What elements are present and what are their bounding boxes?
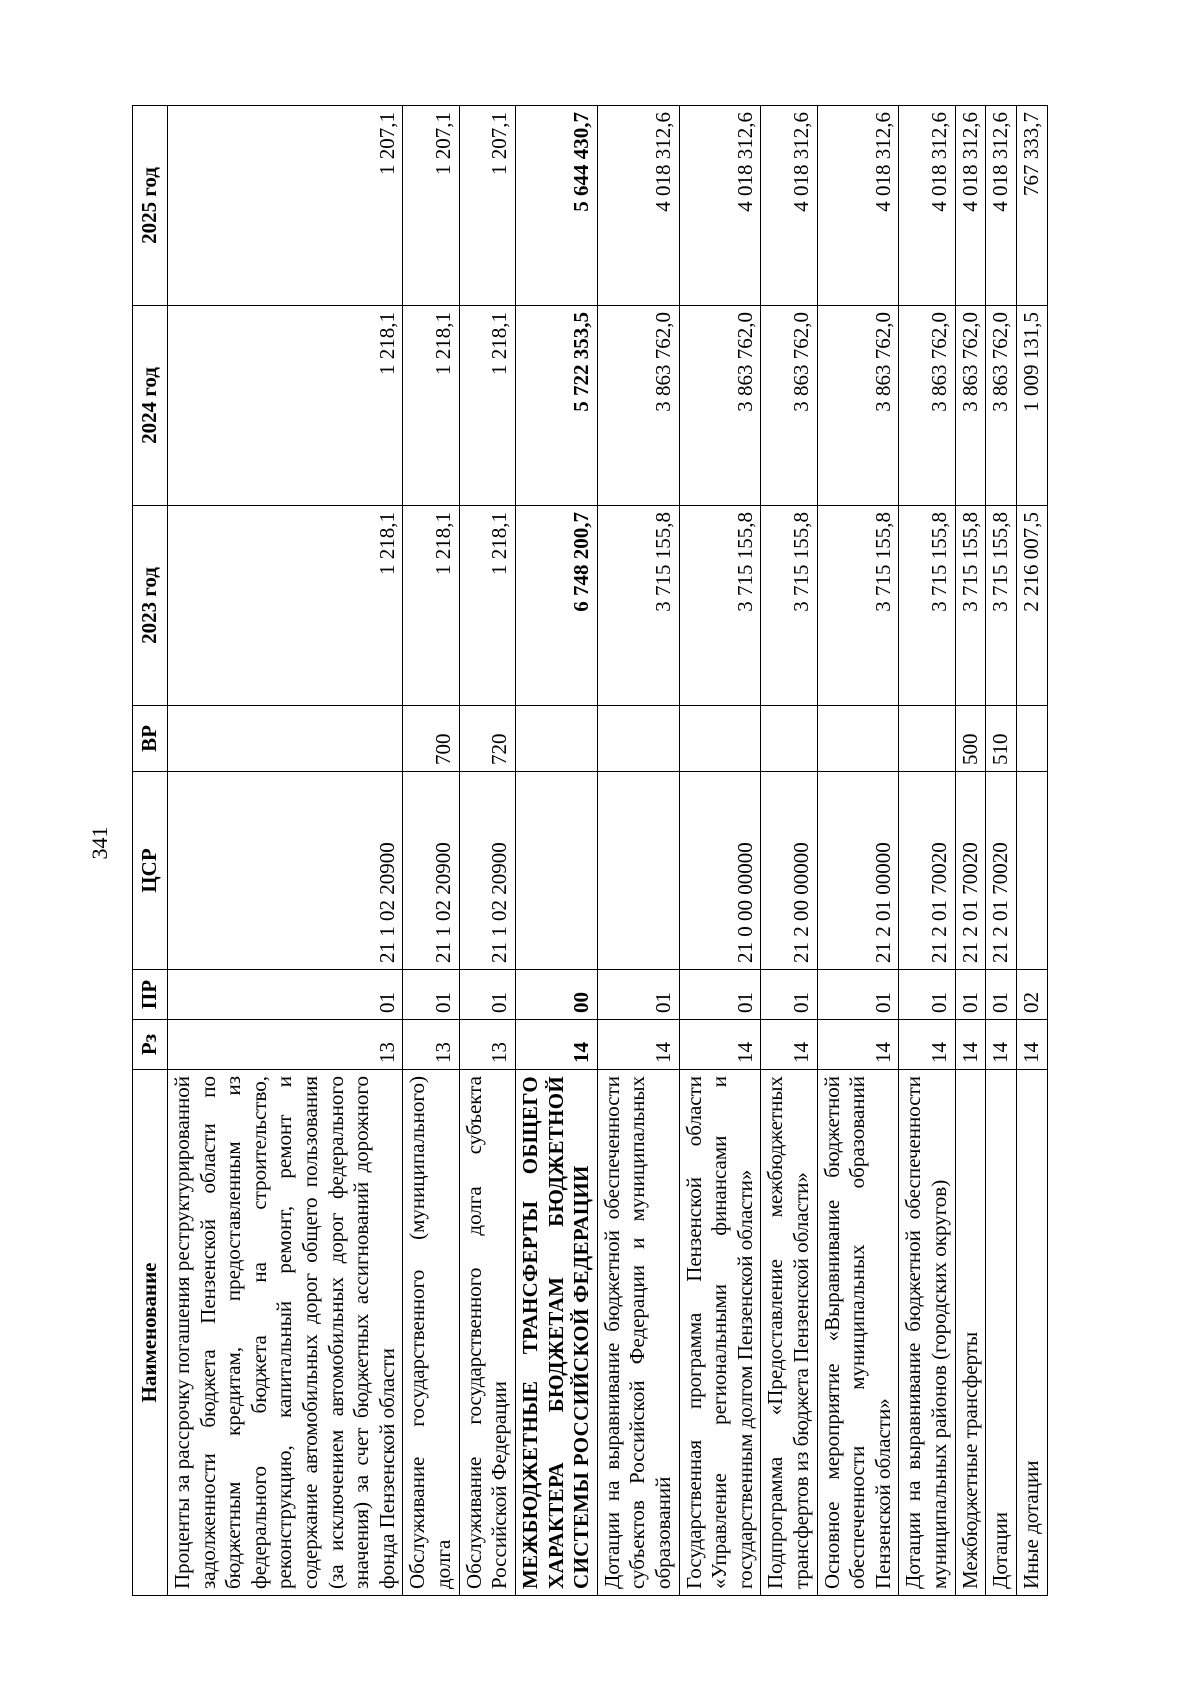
cell-pr: 01 bbox=[899, 970, 955, 1020]
cell-pr: 01 bbox=[955, 970, 986, 1020]
table-row bbox=[817, 106, 899, 1596]
table-header-row bbox=[133, 106, 168, 1596]
header-name: Наименование bbox=[133, 1070, 168, 1596]
cell-2023: 3 715 155,8 bbox=[761, 506, 817, 706]
cell-vr bbox=[597, 706, 679, 772]
cell-2025: 767 333,7 bbox=[1016, 106, 1047, 306]
cell-rz: 14 bbox=[761, 1020, 817, 1070]
cell-pr: 01 bbox=[679, 970, 761, 1020]
header-2023: 2023 год bbox=[133, 506, 168, 706]
cell-2024: 1 218,1 bbox=[459, 306, 515, 506]
cell-2025: 5 644 430,7 bbox=[515, 106, 597, 306]
cell-pr: 01 bbox=[403, 970, 459, 1020]
cell-rz: 13 bbox=[459, 1020, 515, 1070]
cell-rz: 14 bbox=[1016, 1020, 1047, 1070]
cell-vr bbox=[515, 706, 597, 772]
cell-rz: 14 bbox=[817, 1020, 899, 1070]
table-row bbox=[986, 106, 1017, 1596]
page-number: 341 bbox=[87, 826, 112, 860]
cell-2025: 4 018 312,6 bbox=[899, 106, 955, 306]
header-vr: ВР bbox=[133, 706, 168, 772]
cell-rz: 13 bbox=[168, 1020, 403, 1070]
cell-rz: 14 bbox=[899, 1020, 955, 1070]
cell-name: Иные дотации bbox=[1016, 1070, 1047, 1596]
cell-2024: 1 218,1 bbox=[168, 306, 403, 506]
cell-2024: 3 863 762,0 bbox=[679, 306, 761, 506]
cell-rz: 14 bbox=[986, 1020, 1017, 1070]
cell-csr bbox=[1016, 772, 1047, 970]
cell-2024: 1 218,1 bbox=[403, 306, 459, 506]
header-pr: ПР bbox=[133, 970, 168, 1020]
cell-pr: 01 bbox=[761, 970, 817, 1020]
cell-csr: 21 2 00 00000 bbox=[761, 772, 817, 970]
cell-2025: 1 207,1 bbox=[168, 106, 403, 306]
table-row bbox=[761, 106, 817, 1596]
cell-vr bbox=[817, 706, 899, 772]
header-2025: 2025 год bbox=[133, 106, 168, 306]
table-row bbox=[168, 106, 403, 1596]
cell-rz: 13 bbox=[403, 1020, 459, 1070]
budget-table bbox=[132, 105, 1048, 1596]
cell-csr: 21 2 01 70020 bbox=[899, 772, 955, 970]
document-body bbox=[132, 106, 1043, 1596]
cell-2025: 4 018 312,6 bbox=[986, 106, 1017, 306]
table-row bbox=[1016, 106, 1047, 1596]
cell-name: Межбюджетные трансферты bbox=[955, 1070, 986, 1596]
cell-2024: 5 722 353,5 bbox=[515, 306, 597, 506]
cell-2024: 3 863 762,0 bbox=[955, 306, 986, 506]
table-row bbox=[679, 106, 761, 1596]
cell-2023: 2 216 007,5 bbox=[1016, 506, 1047, 706]
table-body bbox=[168, 106, 1048, 1596]
cell-2023: 6 748 200,7 bbox=[515, 506, 597, 706]
cell-name: Обслуживание государственного долга субъекта Российской Федерации bbox=[459, 1070, 515, 1596]
cell-name: Обслуживание государственного (муниципального) долга bbox=[403, 1070, 459, 1596]
cell-csr bbox=[597, 772, 679, 970]
cell-csr: 21 1 02 20900 bbox=[403, 772, 459, 970]
cell-2025: 4 018 312,6 bbox=[679, 106, 761, 306]
cell-pr: 01 bbox=[597, 970, 679, 1020]
cell-2023: 3 715 155,8 bbox=[679, 506, 761, 706]
cell-csr: 21 2 01 70020 bbox=[955, 772, 986, 970]
table-row bbox=[899, 106, 955, 1596]
cell-vr bbox=[761, 706, 817, 772]
cell-2023: 3 715 155,8 bbox=[817, 506, 899, 706]
cell-vr: 700 bbox=[403, 706, 459, 772]
table-row bbox=[955, 106, 986, 1596]
cell-name: МЕЖБЮДЖЕТНЫЕ ТРАНСФЕРТЫ ОБЩЕГО ХАРАКТЕРА БЮДЖЕТАМ БЮДЖЕТНОЙ СИСТЕМЫ РОССИЙСКОЙ ФЕДЕРАЦИИ bbox=[515, 1070, 597, 1596]
cell-vr bbox=[1016, 706, 1047, 772]
cell-name: Основное мероприятие «Выравнивание бюджетной обеспеченности муниципальных образований Пензенской области» bbox=[817, 1070, 899, 1596]
cell-2023: 1 218,1 bbox=[459, 506, 515, 706]
cell-2024: 1 009 131,5 bbox=[1016, 306, 1047, 506]
cell-2023: 1 218,1 bbox=[168, 506, 403, 706]
cell-rz: 14 bbox=[955, 1020, 986, 1070]
cell-pr: 01 bbox=[986, 970, 1017, 1020]
cell-vr bbox=[679, 706, 761, 772]
cell-pr: 02 bbox=[1016, 970, 1047, 1020]
header-csr: ЦСР bbox=[133, 772, 168, 970]
cell-name: Дотации bbox=[986, 1070, 1017, 1596]
cell-rz: 14 bbox=[597, 1020, 679, 1070]
cell-2023: 3 715 155,8 bbox=[955, 506, 986, 706]
cell-vr bbox=[168, 706, 403, 772]
header-rz: Рз bbox=[133, 1020, 168, 1070]
cell-name: Государственная программа Пензенской области «Управление региональными финансами и государственным долгом Пензенской области» bbox=[679, 1070, 761, 1596]
cell-2024: 3 863 762,0 bbox=[761, 306, 817, 506]
cell-vr: 500 bbox=[955, 706, 986, 772]
cell-2023: 3 715 155,8 bbox=[899, 506, 955, 706]
cell-name: Дотации на выравнивание бюджетной обеспеченности субъектов Российской Федерации и муниципальных образований bbox=[597, 1070, 679, 1596]
cell-2024: 3 863 762,0 bbox=[986, 306, 1017, 506]
cell-name: Проценты за рассрочку погашения реструктурированной задолженности бюджета Пензенской области по бюджетным кредитам, предоставленным из федерального бюджета на строительство, реконструкцию, капитальный ремонт, ремонт и содержание автомобильных дорог общего пользования (за исключением автомобильных дорог федерального значения) за счет бюджетных ассигнований дорожного фонда Пензенской области bbox=[168, 1070, 403, 1596]
cell-2024: 3 863 762,0 bbox=[597, 306, 679, 506]
table-row bbox=[403, 106, 459, 1596]
cell-rz: 14 bbox=[515, 1020, 597, 1070]
cell-2024: 3 863 762,0 bbox=[817, 306, 899, 506]
cell-csr: 21 1 02 20900 bbox=[459, 772, 515, 970]
cell-2025: 4 018 312,6 bbox=[817, 106, 899, 306]
cell-vr: 510 bbox=[986, 706, 1017, 772]
cell-pr: 01 bbox=[459, 970, 515, 1020]
cell-vr: 720 bbox=[459, 706, 515, 772]
cell-name: Подпрограмма «Предоставление межбюджетных трансфертов из бюджета Пензенской области» bbox=[761, 1070, 817, 1596]
cell-name: Дотации на выравнивание бюджетной обеспеченности муниципальных районов (городских округов) bbox=[899, 1070, 955, 1596]
cell-rz: 14 bbox=[679, 1020, 761, 1070]
cell-pr: 00 bbox=[515, 970, 597, 1020]
cell-2025: 1 207,1 bbox=[459, 106, 515, 306]
table-row bbox=[597, 106, 679, 1596]
cell-2025: 4 018 312,6 bbox=[955, 106, 986, 306]
cell-2025: 4 018 312,6 bbox=[597, 106, 679, 306]
table-row bbox=[515, 106, 597, 1596]
cell-csr: 21 2 01 70020 bbox=[986, 772, 1017, 970]
table-row bbox=[459, 106, 515, 1596]
cell-2023: 3 715 155,8 bbox=[986, 506, 1017, 706]
header-2024: 2024 год bbox=[133, 306, 168, 506]
cell-2023: 1 218,1 bbox=[403, 506, 459, 706]
cell-2025: 4 018 312,6 bbox=[761, 106, 817, 306]
cell-2025: 1 207,1 bbox=[403, 106, 459, 306]
cell-vr bbox=[899, 706, 955, 772]
cell-2024: 3 863 762,0 bbox=[899, 306, 955, 506]
cell-csr: 21 0 00 00000 bbox=[679, 772, 761, 970]
cell-csr: 21 2 01 00000 bbox=[817, 772, 899, 970]
cell-csr bbox=[515, 772, 597, 970]
cell-pr: 01 bbox=[817, 970, 899, 1020]
cell-csr: 21 1 02 20900 bbox=[168, 772, 403, 970]
cell-2023: 3 715 155,8 bbox=[597, 506, 679, 706]
cell-pr: 01 bbox=[168, 970, 403, 1020]
